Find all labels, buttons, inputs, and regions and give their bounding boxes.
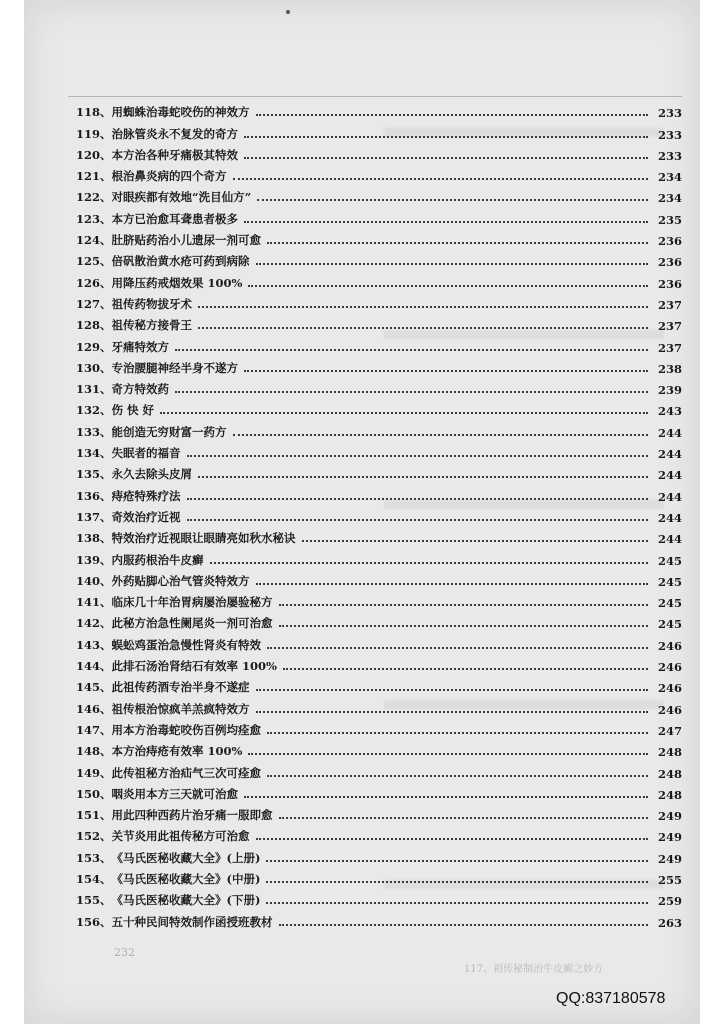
toc-entry-page: 249: [657, 851, 682, 866]
toc-entry-page: 233: [657, 106, 682, 121]
toc-entry-page: 244: [657, 447, 682, 462]
toc-entry-title: 此祖传药酒专治半身不遂症: [111, 680, 250, 695]
toc-entry-number: 132、: [76, 403, 112, 418]
dot-leader: [257, 199, 648, 201]
toc-entry: [76, 589, 682, 610]
toc-entry-page: 239: [657, 383, 682, 398]
qq-watermark: QQ:837180578: [556, 990, 666, 1007]
toc-entry-page: 246: [657, 681, 682, 696]
toc-entry-title: 失眠者的福音: [111, 446, 181, 461]
toc-entry-number: 119、: [76, 126, 112, 141]
toc-entry-title: 《马氏医秘收藏大全》(上册): [111, 850, 261, 865]
toc-entry: [76, 184, 682, 205]
dot-leader: [279, 604, 648, 606]
toc-entry-number: 156、: [76, 914, 112, 929]
toc-entry: [76, 844, 682, 865]
toc-entry: [76, 610, 682, 631]
toc-entry-title: 用此四种西药片治牙痛一服即愈: [111, 808, 273, 823]
toc-entry-number: 146、: [76, 701, 112, 716]
toc-entry: [76, 717, 682, 738]
toc-entry-title: 牙痛特效方: [111, 339, 170, 354]
toc-entry-number: 154、: [76, 871, 112, 886]
toc-entry-number: 131、: [76, 382, 112, 397]
dot-leader: [160, 412, 648, 414]
toc-entry-number: 151、: [76, 808, 112, 823]
dot-leader: [198, 306, 648, 308]
dot-leader: [256, 583, 648, 585]
toc-entry: [76, 227, 682, 248]
toc-entry-title: 咽炎用本方三天就可治愈: [111, 786, 239, 801]
toc-entry-title: 用本方治毒蛇咬伤百例均痊愈: [111, 722, 262, 737]
toc-entry-title: 五十种民间特效制作函授班教材: [111, 914, 273, 929]
dot-leader: [175, 349, 648, 351]
toc-entry-number: 134、: [76, 446, 112, 461]
toc-entry-page: 248: [657, 766, 682, 781]
toc-entry-page: 249: [657, 809, 682, 824]
toc-entry: [76, 908, 682, 929]
toc-entry-page: 238: [657, 361, 682, 376]
toc-entry-page: 245: [657, 553, 682, 568]
toc-entry-number: 126、: [76, 275, 112, 290]
dot-leader: [256, 263, 648, 265]
toc-entry-title: 用降压药戒烟效果 100%: [111, 275, 243, 290]
toc-entry-title: 奇方特效药: [111, 382, 170, 397]
toc-entry-page: 237: [657, 297, 682, 312]
toc-entry-title: 临床几十年治胃病屡治屡验秘方: [111, 595, 273, 610]
toc-entry-page: 233: [657, 148, 682, 163]
toc-entry-number: 152、: [76, 829, 112, 844]
toc-entry-number: 147、: [76, 722, 112, 737]
toc-entry-page: 237: [657, 340, 682, 355]
toc-entry-number: 143、: [76, 637, 112, 652]
toc-entry: [76, 333, 682, 354]
toc-entry-number: 153、: [76, 850, 112, 865]
toc-entry: [76, 568, 682, 589]
toc-entry-page: 237: [657, 319, 682, 334]
dot-leader: [266, 902, 648, 904]
toc-entry-page: 244: [657, 425, 682, 440]
dot-leader: [267, 775, 648, 777]
dot-leader: [198, 476, 648, 478]
toc-entry-number: 118、: [76, 105, 112, 120]
toc-entry-number: 141、: [76, 595, 112, 610]
dot-leader: [256, 838, 648, 840]
toc-entry-title: 奇效治疗近视: [111, 509, 181, 524]
toc-entry: [76, 674, 682, 695]
toc-entry-title: 痔疮特殊疗法: [111, 488, 181, 503]
dot-leader: [279, 817, 648, 819]
toc-entry-title: 特效治疗近视眼让眼睛亮如秋水秘诀: [111, 531, 296, 546]
toc-entry-page: 247: [657, 723, 682, 738]
toc-entry-title: 用蜘蛛治毒蛇咬伤的神效方: [111, 105, 250, 120]
toc-entry-page: 244: [657, 532, 682, 547]
toc-entry-title: 肚脐贴药治小儿遗尿一剂可愈: [111, 233, 262, 248]
toc-entry-title: 关节炎用此祖传秘方可治愈: [111, 829, 250, 844]
dot-leader: [266, 860, 648, 862]
dot-leader: [187, 455, 648, 457]
toc-entry-number: 142、: [76, 616, 112, 631]
toc-entry: [76, 291, 682, 312]
show-through-page-number: 232: [114, 946, 135, 959]
toc-entry-title: 此传祖秘方治疝气三次可痊愈: [111, 765, 262, 780]
dot-leader: [233, 178, 648, 180]
toc-entry-title: 祖传根治惊疯羊羔疯特效方: [111, 701, 250, 716]
toc-entry: [76, 142, 682, 163]
toc-entry: [76, 440, 682, 461]
toc-entry: [76, 759, 682, 780]
toc-entry-number: 125、: [76, 254, 112, 269]
toc-entry-number: 122、: [76, 190, 112, 205]
toc-entry-number: 135、: [76, 467, 112, 482]
toc-entry-number: 127、: [76, 296, 112, 311]
dot-leader: [302, 540, 648, 542]
toc-entry: [76, 653, 682, 674]
toc-entry-number: 123、: [76, 211, 112, 226]
toc-entry: [76, 695, 682, 716]
toc-entry-page: 236: [657, 255, 682, 270]
toc-entry-number: 150、: [76, 786, 112, 801]
dot-leader: [267, 242, 648, 244]
toc-entry: [76, 802, 682, 823]
dot-leader: [248, 285, 648, 287]
toc-entry: [76, 823, 682, 844]
toc-entry-page: 255: [657, 872, 682, 887]
toc-entry-title: 蜈蚣鸡蛋治急慢性肾炎有特效: [111, 637, 262, 652]
toc-entry-title: 此排石汤治肾结石有效率 100%: [111, 659, 277, 674]
dot-leader: [198, 327, 648, 329]
dot-leader: [187, 519, 648, 521]
toc-entry-title: 《马氏医秘收藏大全》(中册): [111, 871, 261, 886]
toc-entry-title: 专治腰腿神经半身不遂方: [111, 360, 239, 375]
toc-entry-title: 永久去除头皮屑: [111, 467, 193, 482]
toc-entry-page: 245: [657, 596, 682, 611]
toc-entry-number: 130、: [76, 360, 112, 375]
toc-entry-title: 本方已治愈耳聋患者极多: [111, 211, 239, 226]
toc-entry-title: 此秘方治急性阑尾炎一剂可治愈: [111, 616, 273, 631]
toc-entry: [76, 525, 682, 546]
dot-leader: [187, 498, 648, 500]
dot-leader: [256, 689, 648, 691]
header-rule: [68, 96, 682, 97]
dot-leader: [244, 796, 648, 798]
ink-speck: [286, 10, 290, 14]
toc-entry-page: 244: [657, 468, 682, 483]
toc-entry-page: 259: [657, 894, 682, 909]
toc-entry: [76, 120, 682, 141]
toc-entry-page: 236: [657, 234, 682, 249]
toc-entry-title: 本方治痔疮有效率 100%: [111, 744, 243, 759]
toc-entry: [76, 504, 682, 525]
toc-entry: [76, 397, 682, 418]
toc-entry-number: 120、: [76, 147, 112, 162]
toc-entry-number: 144、: [76, 659, 112, 674]
toc-entry-title: 倍矾散治黄水疮可药到病除: [111, 254, 250, 269]
toc-entry-number: 137、: [76, 509, 112, 524]
toc-entry-page: 246: [657, 660, 682, 675]
toc-entry-number: 129、: [76, 339, 112, 354]
dot-leader: [283, 668, 648, 670]
toc-entry: [76, 866, 682, 887]
toc-entry-title: 治脉管炎永不复发的奇方: [111, 126, 239, 141]
toc-entry-title: 内服药根治牛皮癣: [111, 552, 204, 567]
table-of-contents: [76, 99, 682, 930]
toc-entry-title: 根治鼻炎病的四个奇方: [111, 169, 227, 184]
dot-leader: [244, 157, 648, 159]
toc-entry-page: 244: [657, 489, 682, 504]
dot-leader: [279, 924, 648, 926]
toc-entry: [76, 631, 682, 652]
toc-entry: [76, 482, 682, 503]
toc-entry-title: 本方治各种牙痛极其特效: [111, 147, 239, 162]
toc-entry-number: 128、: [76, 318, 112, 333]
toc-entry: [76, 781, 682, 802]
toc-entry: [76, 887, 682, 908]
toc-entry: [76, 269, 682, 290]
dot-leader: [267, 732, 648, 734]
toc-entry-page: 248: [657, 787, 682, 802]
toc-entry-number: 149、: [76, 765, 112, 780]
toc-entry: [76, 99, 682, 120]
toc-entry-page: 245: [657, 574, 682, 589]
toc-entry-title: 《马氏医秘收藏大全》(下册): [111, 893, 261, 908]
toc-entry: [76, 546, 682, 567]
toc-entry-number: 124、: [76, 233, 112, 248]
dot-leader: [244, 370, 648, 372]
document-page: [24, 0, 700, 1024]
toc-entry-page: 263: [657, 915, 682, 930]
toc-entry-page: 245: [657, 617, 682, 632]
toc-entry-title: 外药贴脚心治气管炎特效方: [111, 573, 250, 588]
toc-entry-number: 139、: [76, 552, 112, 567]
toc-entry-number: 148、: [76, 744, 112, 759]
toc-entry-page: 236: [657, 276, 682, 291]
toc-entry-page: 249: [657, 830, 682, 845]
toc-entry: [76, 205, 682, 226]
toc-entry: [76, 163, 682, 184]
dot-leader: [256, 114, 648, 116]
toc-entry-number: 155、: [76, 893, 112, 908]
toc-entry-page: 234: [657, 191, 682, 206]
toc-entry-page: 246: [657, 638, 682, 653]
toc-entry-title: 祖传秘方接骨王: [111, 318, 193, 333]
toc-entry-number: 121、: [76, 169, 112, 184]
toc-entry-number: 133、: [76, 424, 112, 439]
toc-entry-page: 235: [657, 212, 682, 227]
toc-entry: [76, 355, 682, 376]
toc-entry-number: 138、: [76, 531, 112, 546]
toc-entry-title: 对眼疾都有效地“洗目仙方”: [111, 190, 252, 205]
toc-entry: [76, 248, 682, 269]
toc-entry: [76, 461, 682, 482]
dot-leader: [244, 136, 648, 138]
toc-entry-title: 伤 快 好: [111, 403, 155, 418]
toc-entry-number: 145、: [76, 680, 112, 695]
toc-entry-page: 243: [657, 404, 682, 419]
dot-leader: [244, 221, 648, 223]
toc-entry-title: 能创造无穷财富一药方: [111, 424, 227, 439]
toc-entry: [76, 418, 682, 439]
toc-entry-page: 244: [657, 510, 682, 525]
dot-leader: [175, 391, 648, 393]
toc-entry: [76, 312, 682, 333]
toc-entry-page: 234: [657, 170, 682, 185]
show-through-text: 117、祖传秘制治牛皮癣之妙方: [464, 964, 604, 975]
toc-entry: [76, 738, 682, 759]
toc-entry-number: 136、: [76, 488, 112, 503]
dot-leader: [248, 753, 648, 755]
dot-leader: [210, 562, 648, 564]
dot-leader: [266, 881, 648, 883]
dot-leader: [233, 434, 648, 436]
toc-entry-title: 祖传药物拔牙术: [111, 296, 193, 311]
dot-leader: [279, 625, 648, 627]
toc-entry-page: 248: [657, 745, 682, 760]
toc-entry-page: 246: [657, 702, 682, 717]
dot-leader: [256, 711, 648, 713]
toc-entry-page: 233: [657, 127, 682, 142]
toc-entry-number: 140、: [76, 573, 112, 588]
dot-leader: [267, 647, 648, 649]
toc-entry: [76, 376, 682, 397]
